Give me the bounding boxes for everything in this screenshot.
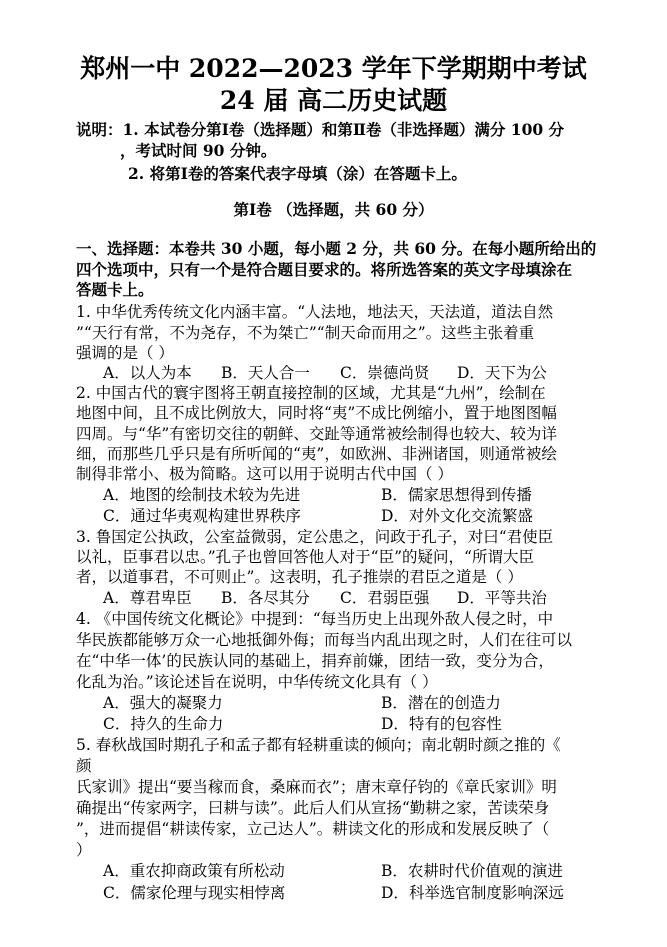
q2-stem-line-1: 2. 中国古代的寰宇图将王朝直接控制的区域，尤其是“九州”，绘制在 [76,384,546,402]
exam-subtitle: 24 届 高二历史试题 [219,86,448,115]
q2-stem-line-4: 细，而那些几乎只是有所听闻的“夷”，如欧洲、非洲诸国，则通常被绘 [76,445,557,463]
instructions-line-1: 一、选择题：本卷共 30 小题，每小题 2 分，共 60 分。在每小题所给出的 [76,239,597,258]
section-heading: 第Ⅰ卷 （选择题，共 60 分） [233,200,434,219]
q5-option-d: D．科举选官制度影响深远 [381,884,564,902]
q4-option-a: A．强大的凝聚力 [103,694,223,712]
q5-option-b: B．农耕时代价值观的演进 [381,862,563,880]
q4-option-c: C．持久的生命力 [103,715,224,733]
q1-option-b: B．天人合一 [221,364,310,382]
q5-stem-line-4: 确提出“传家两字，曰耕与读”。此后人们从宣扬“勤耕之家，苦读荣身 [76,799,550,817]
q3-option-b: B．各尽其分 [221,589,310,607]
q5-stem-line-3: 氏家训》提出“要当稼而食，桑麻而衣”；唐末章仔钧的《章氏家训》明 [76,778,557,796]
q4-stem-line-3: 在“中华一体’的民族认同的基础上，捐弃前嫌，团结一致，变分为合， [76,652,554,670]
q1-stem-line-1: 1. 中华优秀传统文化内涵丰富。“人法地，地法天，天法道，道法自然 [76,303,554,321]
q4-stem-line-1: 4. 《中国传统文化概论》中提到：“每当历史上出现外敌人侵之时，中 [76,610,554,628]
q3-stem-line-1: 3. 鲁国定公执政，公室益微弱，定公患之，问政于孔子，对曰“君使臣 [76,528,554,546]
instructions-line-3: 答题卡上。 [76,280,154,299]
q1-option-c: C．崇德尚贤 [340,364,430,382]
q5-option-a: A．重农抑商政策有所松动 [103,862,285,880]
q5-stem-line-6: ） [76,841,92,859]
q1-option-d: D．天下为公 [457,364,547,382]
instructions-line-2: 四个选项中，只有一个是符合题目要求的。将所选答案的英文字母填涂在 [76,260,573,279]
note-line-2: ，考试时间 90 分钟。 [120,141,277,160]
q1-option-a: A．以人为本 [103,364,192,382]
q2-option-d: D．对外文化交流繁盛 [381,507,533,525]
q4-stem-line-4: 化乱为治。”该论述旨在说明，中华传统文化具有（ ） [76,673,438,691]
q3-option-d: D．平等共治 [457,589,547,607]
q3-stem-line-3: 者，以道事君，不可则止”。这表明，孔子推崇的君臣之道是（ ） [76,568,523,586]
q5-stem-line-1: 5. 春秋战国时期孔子和孟子都有轻耕重读的倾向；南北朝时颜之推的《 [76,736,561,754]
q2-option-b: B．儒家思想得到传播 [381,486,532,504]
q1-stem-line-3: 强调的是（ ） [76,344,174,362]
q3-option-a: A．尊君卑臣 [103,589,192,607]
q4-option-b: B．潜在的创造力 [381,694,501,712]
note-line-3: 2. 将第Ⅰ卷的答案代表字母填（涂）在答题卡上。 [128,164,467,183]
q2-stem-line-5: 制得非常小、极为简略。这可以用于说明古代中国（ ） [76,465,453,483]
q1-stem-line-2: ”“天行有常，不为尧存，不为桀亡”“制天命而用之”。这些主张着重 [76,324,535,342]
q2-stem-line-3: 四周。与“华”有密切交往的朝鲜、交趾等通常被绘制得也较大、较为详 [76,425,557,443]
note-line-1: 说明：1. 本试卷分第Ⅰ卷（选择题）和第Ⅱ卷（非选择题）满分 100 分 [76,120,565,139]
exam-title: 郑州一中 2022—2023 学年下学期期中考试 [80,54,587,83]
q5-stem-line-5: ”，进而提倡“耕读传家，立己达人”。耕读文化的形成和发展反映了（ [76,820,550,838]
q2-option-a: A．地图的绘制技术较为先进 [103,486,301,504]
q2-stem-line-2: 地图中间，且不成比例放大，同时将“夷”不成比例缩小，置于地图图幅 [76,404,557,422]
q2-option-c: C．通过华夷观构建世界秩序 [103,507,301,525]
q3-stem-line-2: 以礼，臣事君以忠。”孔子也曾回答他人对于“臣”的疑问，“所谓大臣 [76,548,534,566]
q5-stem-line-2: 颜 [76,757,92,775]
q4-stem-line-2: 华民族都能够万众一心地抵御外侮；而每当内乱出现之时，人们在往可以 [76,631,573,649]
q4-option-d: D．特有的包容性 [381,715,502,733]
q3-option-c: C．君弱臣强 [340,589,430,607]
q5-option-c: C．儒家伦理与现实相悖离 [103,884,286,902]
